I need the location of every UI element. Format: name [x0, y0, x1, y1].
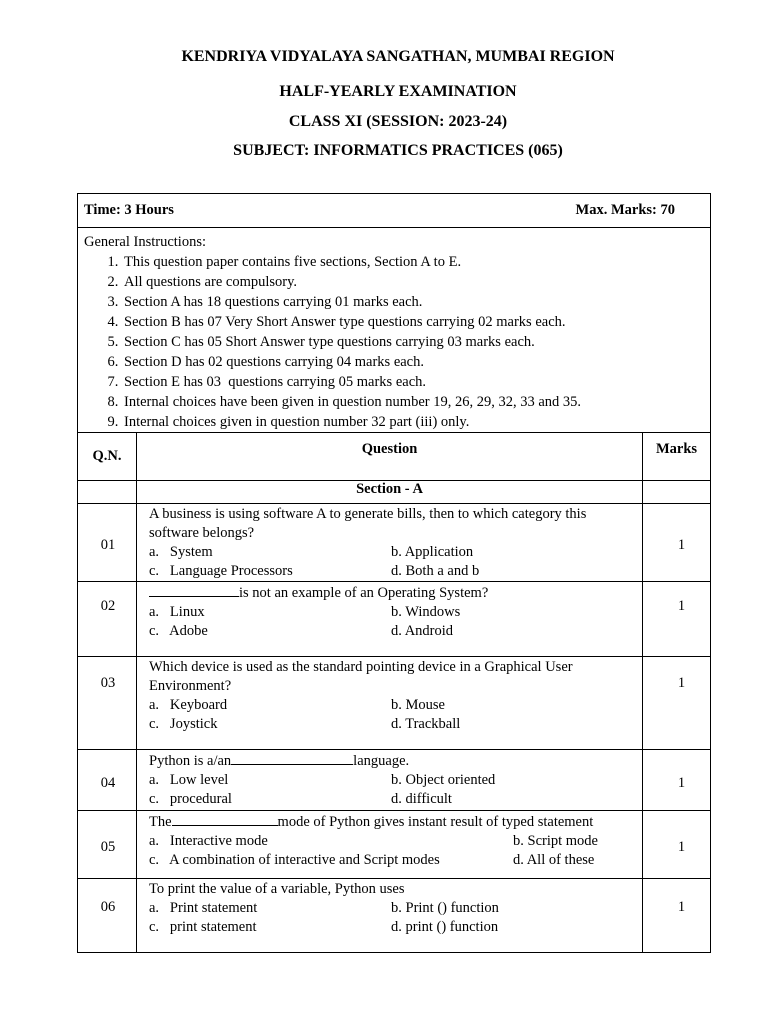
stem-text: The	[149, 814, 172, 830]
question-stem: Which device is used as the standard pointing device in a Graphical User Environment?	[149, 659, 573, 694]
option-b: b. Application	[391, 544, 474, 560]
class-session: CLASS XI (SESSION: 2023-24)	[288, 113, 508, 130]
question-marks: 1	[643, 657, 711, 750]
option-a: a. Interactive mode	[149, 833, 268, 849]
option-c: c. Language Processors	[149, 563, 293, 579]
option-b: b. Script mode	[513, 833, 598, 849]
instruction-item: 4. Section B has 07 Very Short Answer type questions carrying 02 marks each.	[122, 312, 706, 332]
question-row	[78, 582, 711, 657]
option-c: c. Adobe	[149, 623, 208, 639]
option-d: d. print () function	[391, 919, 499, 935]
question-number: 03	[78, 657, 137, 750]
option-c: c. Joystick	[149, 716, 218, 732]
option-a: a. Keyboard	[149, 697, 228, 713]
answer-blank	[172, 812, 278, 826]
question-stem	[149, 812, 638, 832]
option-d: d. Both a and b	[391, 563, 480, 579]
column-header-qn: Q.N.	[78, 433, 137, 481]
question-row	[78, 879, 711, 953]
stem-text: mode of Python gives instant result of typed statement	[277, 814, 594, 830]
question-marks: 1	[643, 879, 711, 953]
question-stem: To print the value of a variable, Python uses	[149, 881, 405, 897]
question-number: 04	[78, 750, 137, 811]
instruction-item: 8. Internal choices have been given in question number 19, 26, 29, 32, 33 and 35.	[122, 392, 706, 412]
answer-blank	[149, 583, 239, 597]
instruction-item: 9. Internal choices given in question number 32 part (iii) only.	[122, 412, 706, 432]
time-marks-row	[78, 194, 710, 227]
section-a-heading: Section - A	[137, 481, 643, 504]
stem-text: language.	[353, 753, 410, 769]
option-b: b. Object oriented	[391, 772, 496, 788]
question-row	[78, 811, 711, 879]
instruction-item: 3. Section A has 18 questions carrying 01 marks each.	[122, 292, 706, 312]
option-b: b. Print () function	[391, 900, 499, 916]
option-c: c. A combination of interactive and Script modes	[149, 852, 440, 868]
column-header-question: Question	[137, 433, 643, 481]
option-c: c. print statement	[149, 919, 257, 935]
question-marks: 1	[643, 811, 711, 879]
question-row	[78, 657, 711, 750]
instruction-item: 6. Section D has 02 questions carrying 04 marks each.	[122, 352, 706, 372]
time-allowed: Time: 3 Hours	[84, 202, 174, 218]
question-marks: 1	[643, 582, 711, 657]
question-stem	[149, 751, 638, 771]
school-title: KENDRIYA VIDYALAYA SANGATHAN, MUMBAI REGION	[181, 48, 615, 65]
question-number: 01	[78, 504, 137, 582]
option-d: d. All of these	[513, 852, 595, 868]
question-row	[78, 504, 711, 582]
option-a: a. Print statement	[149, 900, 258, 916]
option-a: a. Linux	[149, 604, 205, 620]
option-a: a. Low level	[149, 772, 229, 788]
instructions-list	[84, 252, 706, 432]
option-d: d. Android	[391, 623, 454, 639]
question-row	[78, 750, 711, 811]
general-instructions	[78, 228, 711, 433]
instructions-heading: General Instructions:	[84, 234, 207, 250]
instruction-item: 7. Section E has 03 questions carrying 05 marks each.	[122, 372, 706, 392]
subject-title: SUBJECT: INFORMATICS PRACTICES (065)	[233, 142, 563, 159]
question-number: 05	[78, 811, 137, 879]
question-stem	[149, 583, 638, 603]
question-marks: 1	[643, 504, 711, 582]
stem-text: Python is a/an	[149, 753, 232, 769]
instruction-item: 5. Section C has 05 Short Answer type questions carrying 03 marks each.	[122, 332, 706, 352]
question-number: 06	[78, 879, 137, 953]
column-header-marks: Marks	[643, 433, 711, 481]
option-d: d. Trackball	[391, 716, 461, 732]
option-d: d. difficult	[391, 791, 452, 807]
instruction-item: 1. This question paper contains five sections, Section A to E.	[122, 252, 706, 272]
option-a: a. System	[149, 544, 213, 560]
stem-text: is not an example of an Operating System?	[239, 585, 489, 601]
exam-title: HALF-YEARLY EXAMINATION	[279, 83, 517, 100]
answer-blank	[231, 751, 353, 765]
option-b: b. Windows	[391, 604, 461, 620]
question-marks: 1	[643, 750, 711, 811]
option-b: b. Mouse	[391, 697, 445, 713]
max-marks: Max. Marks: 70	[575, 202, 675, 218]
question-number: 02	[78, 582, 137, 657]
option-c: c. procedural	[149, 791, 232, 807]
question-stem: A business is using software A to generate bills, then to which category this software belongs?	[149, 506, 587, 541]
instruction-item: 2. All questions are compulsory.	[122, 272, 706, 292]
question-table	[77, 193, 711, 953]
